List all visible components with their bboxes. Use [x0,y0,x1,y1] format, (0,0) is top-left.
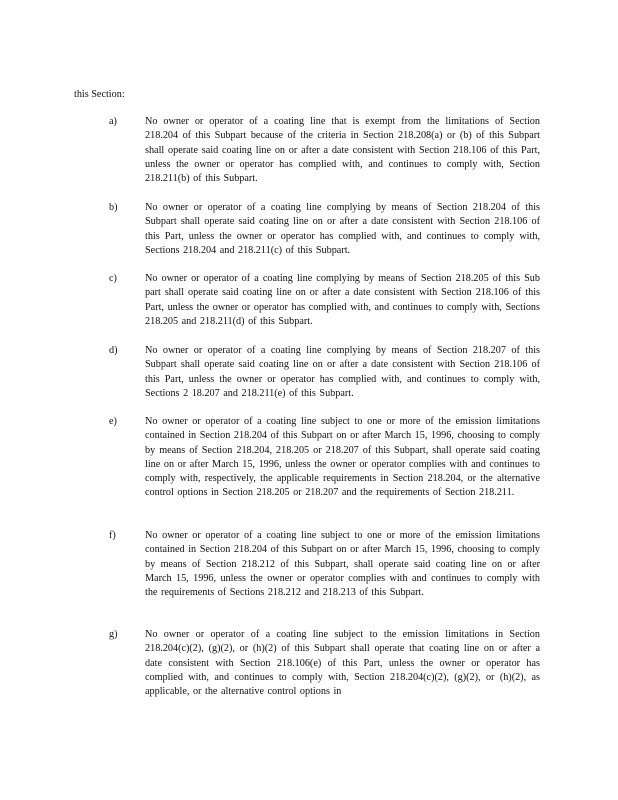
paragraph-label: d) [109,345,118,356]
paragraph-text: No owner or operator of a coating line complying by means of Section 218.205 of this Sub part shall operate said coating line on or after a date consistent with Section 218.106 of this Part, unless the owner or operator has complied with, and continues to comply with, Sections 218.205 and 218.211(d) of this Subpart. [145,273,540,327]
paragraph-label: g) [109,629,118,640]
intro-text: this Section: [74,89,125,100]
paragraph-label: e) [109,416,117,427]
paragraph-text: No owner or operator of a coating line complying by means of Section 218.207 of this Subpart shall operate said coating line on or after a date consistent with Section 218.106 of this Part, unless the owner or operator has complied with, and continues to comply with, Sections 2 18.207 and 218.211(e) of this Subpart. [145,345,540,399]
paragraph-text: No owner or operator of a coating line subject to the emission limitations in Section 218.204(c)(2), (g)(2), or (h)(2) of this Subpart shall operate that coating line on or after a date consistent with Section 218.106(e) of this Part, unless the owner or operator has complied with, and continues to comply with, Section 218.204(c)(2), (g)(2), or (h)(2), as applicable, or the alternative control options in [145,629,540,698]
paragraph-label: a) [109,116,117,127]
paragraph-label: f) [109,530,116,541]
paragraph-label: b) [109,202,118,213]
paragraph-text: No owner or operator of a coating line subject to one or more of the emission limitations contained in Section 218.204 of this Subpart on or after March 15, 1996, choosing to comply by means of Section 218.204, 218.205 or 218.207 of this Subpart, shall operate said coating line on or after March 15, 1996, unless the owner or operator complies with and continues to comply with, respectively, the applicable requirements in Section 218.204, or the alternative control options in Section 218.205 or 218.207 and the requirements of Section 218.211. [145,416,540,499]
paragraph-text: No owner or operator of a coating line subject to one or more of the emission limitations contained in Section 218.204 of this Subpart on or after March 15, 1996, choosing to comply by means of Section 218.212 of this Subpart, shall operate said coating line on or after March 15, 1996, unless the owner or operator complies with and continues to comply with the requirements of Sections 218.212 and 218.213 of this Subpart. [145,530,540,599]
paragraph-label: c) [109,273,117,284]
paragraph-text: No owner or operator of a coating line complying by means of Section 218.204 of this Subpart shall operate said coating line on or after a date consistent with Section 218.106 of this Part, unless the owner or operator has complied with, and continues to comply with, Sections 218.204 and 218.211(c) of this Subpart. [145,202,540,256]
paragraph-text: No owner or operator of a coating line that is exempt from the limitations of Section 218.204 of this Subpart because of the criteria in Section 218.208(a) or (b) of this Subpart shall operate said coating line on or after a date consistent with Section 218.106 of this Part, unless the owner or operator has complied with, and continues to comply with, Section 218.211(b) of this Subpart. [145,116,540,185]
